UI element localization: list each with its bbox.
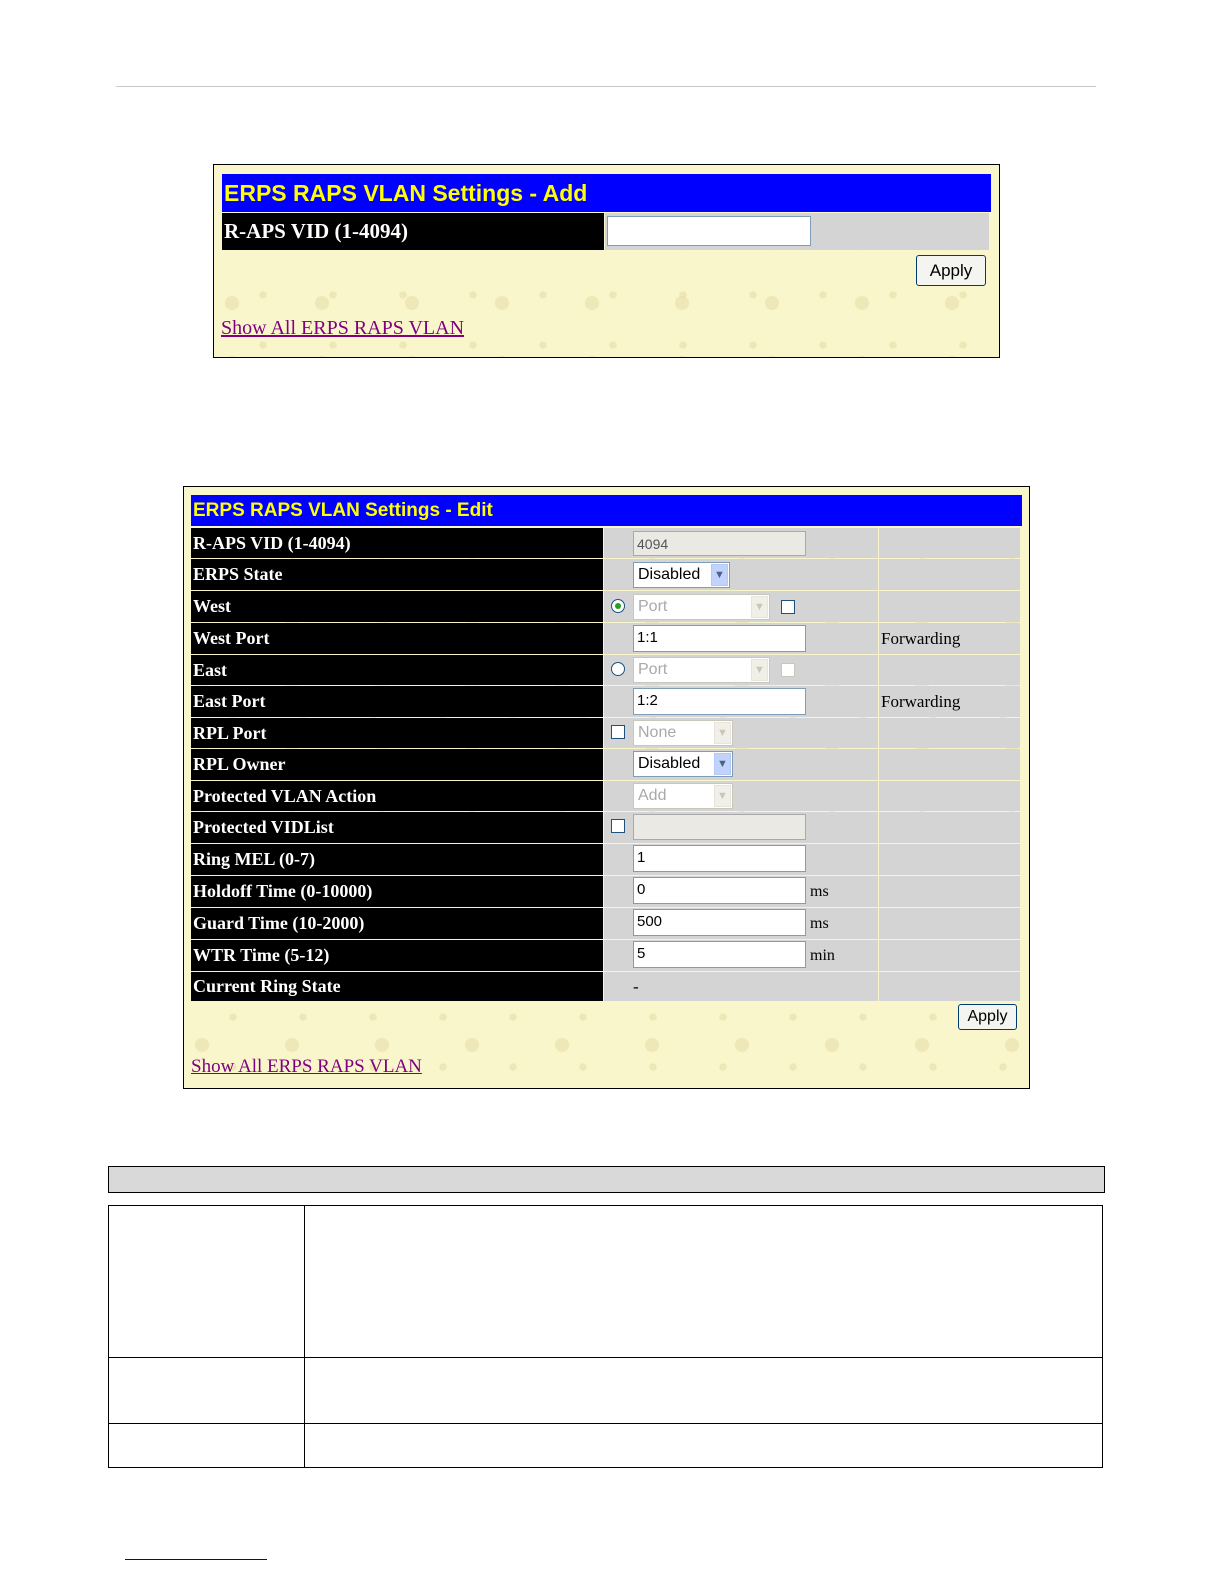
east-port-type-select [633, 657, 770, 683]
row-guard-time-extra [879, 908, 1020, 939]
protected-vidlist-checkbox[interactable] [611, 819, 625, 833]
row-west-label: West [191, 591, 603, 622]
row-protected-vlan-action-extra [879, 781, 1020, 811]
row-protected-vlan-action-label: Protected VLAN Action [191, 781, 603, 811]
row-protected-vidlist-label: Protected VIDList [191, 812, 603, 843]
west-radio[interactable] [611, 599, 625, 613]
apply-button[interactable]: Apply [958, 1004, 1017, 1030]
east-checkbox [781, 663, 795, 677]
erps-edit-panel [183, 486, 1030, 1089]
panel-title: ERPS RAPS VLAN Settings - Edit [191, 495, 1022, 526]
west-port-input[interactable]: 1:1 [633, 625, 806, 652]
chevron-down-icon: ▼ [714, 785, 731, 807]
chevron-down-icon: ▼ [751, 596, 768, 618]
wtr-time-unit: min [810, 947, 835, 964]
chevron-down-icon: ▼ [714, 722, 731, 744]
row-rpl-owner-label: RPL Owner [191, 749, 603, 780]
row-rpl-port-label: RPL Port [191, 718, 603, 748]
row-erps-state-extra [879, 559, 1020, 590]
description-table [108, 1205, 1103, 1468]
row-rpl-owner-extra [879, 749, 1020, 780]
holdoff-time-input[interactable]: 0 [633, 877, 806, 904]
rpl-owner-select[interactable] [633, 751, 733, 777]
ring-mel-input[interactable]: 1 [633, 845, 806, 872]
east-port-status: Forwarding [879, 686, 1020, 717]
row-raps-vid-label: R-APS VID (1-4094) [191, 528, 603, 558]
row-current-ring-state-label: Current Ring State [191, 972, 603, 1001]
row-east-extra [879, 655, 1020, 685]
chevron-down-icon: ▼ [751, 659, 768, 681]
raps-vid-input: 4094 [633, 531, 806, 556]
holdoff-time-unit: ms [810, 883, 829, 900]
row-wtr-time-extra [879, 940, 1020, 971]
east-radio[interactable] [611, 662, 625, 676]
rpl-port-select [633, 720, 733, 746]
show-all-link[interactable]: Show All ERPS RAPS VLAN [221, 317, 465, 339]
panel-title: ERPS RAPS VLAN Settings - Add [222, 174, 991, 212]
row-divider [109, 1357, 1102, 1358]
raps-vid-input[interactable] [607, 216, 811, 246]
row-current-ring-state-extra [879, 972, 1020, 1001]
row-divider [109, 1423, 1102, 1424]
raps-vid-label: R-APS VID (1-4094) [222, 213, 604, 250]
current-ring-state-value: - [604, 972, 878, 1001]
west-port-type-select [633, 594, 770, 620]
description-table-header [108, 1166, 1105, 1193]
row-erps-state-label: ERPS State [191, 559, 603, 590]
row-protected-vidlist-extra [879, 812, 1020, 843]
east-port-type-value: Port [638, 661, 668, 678]
row-holdoff-time-extra [879, 876, 1020, 907]
row-west-port-label: West Port [191, 623, 603, 654]
chevron-down-icon: ▼ [714, 753, 731, 775]
erps-state-select[interactable] [633, 562, 730, 588]
column-divider [304, 1206, 305, 1467]
row-wtr-time-label: WTR Time (5-12) [191, 940, 603, 971]
west-checkbox[interactable] [781, 600, 795, 614]
rpl-owner-value: Disabled [638, 755, 701, 772]
protected-vlan-action-select [633, 783, 733, 809]
header-rule [116, 86, 1096, 87]
chevron-down-icon: ▼ [711, 564, 728, 586]
erps-state-value: Disabled [638, 566, 701, 583]
row-ring-mel-extra [879, 844, 1020, 875]
row-guard-time-label: Guard Time (10-2000) [191, 908, 603, 939]
protected-vidlist-input [633, 814, 806, 840]
row-rpl-port-extra [879, 718, 1020, 748]
row-holdoff-time-label: Holdoff Time (0-10000) [191, 876, 603, 907]
rpl-port-value: None [638, 724, 677, 741]
row-east-port-label: East Port [191, 686, 603, 717]
protected-vlan-action-value: Add [638, 787, 667, 804]
erps-add-panel [213, 164, 1000, 358]
row-raps-vid-extra [879, 528, 1020, 558]
wtr-time-input[interactable]: 5 [633, 941, 806, 968]
row-west-extra [879, 591, 1020, 622]
footer-rule [125, 1559, 267, 1560]
west-port-status: Forwarding [879, 623, 1020, 654]
row-east-label: East [191, 655, 603, 685]
show-all-link[interactable]: Show All ERPS RAPS VLAN [191, 1056, 422, 1077]
row-ring-mel-label: Ring MEL (0-7) [191, 844, 603, 875]
guard-time-input[interactable]: 500 [633, 909, 806, 936]
east-port-input[interactable]: 1:2 [633, 688, 806, 715]
rpl-port-checkbox[interactable] [611, 725, 625, 739]
apply-button[interactable]: Apply [916, 255, 986, 286]
west-port-type-value: Port [638, 598, 668, 615]
guard-time-unit: ms [810, 915, 829, 932]
